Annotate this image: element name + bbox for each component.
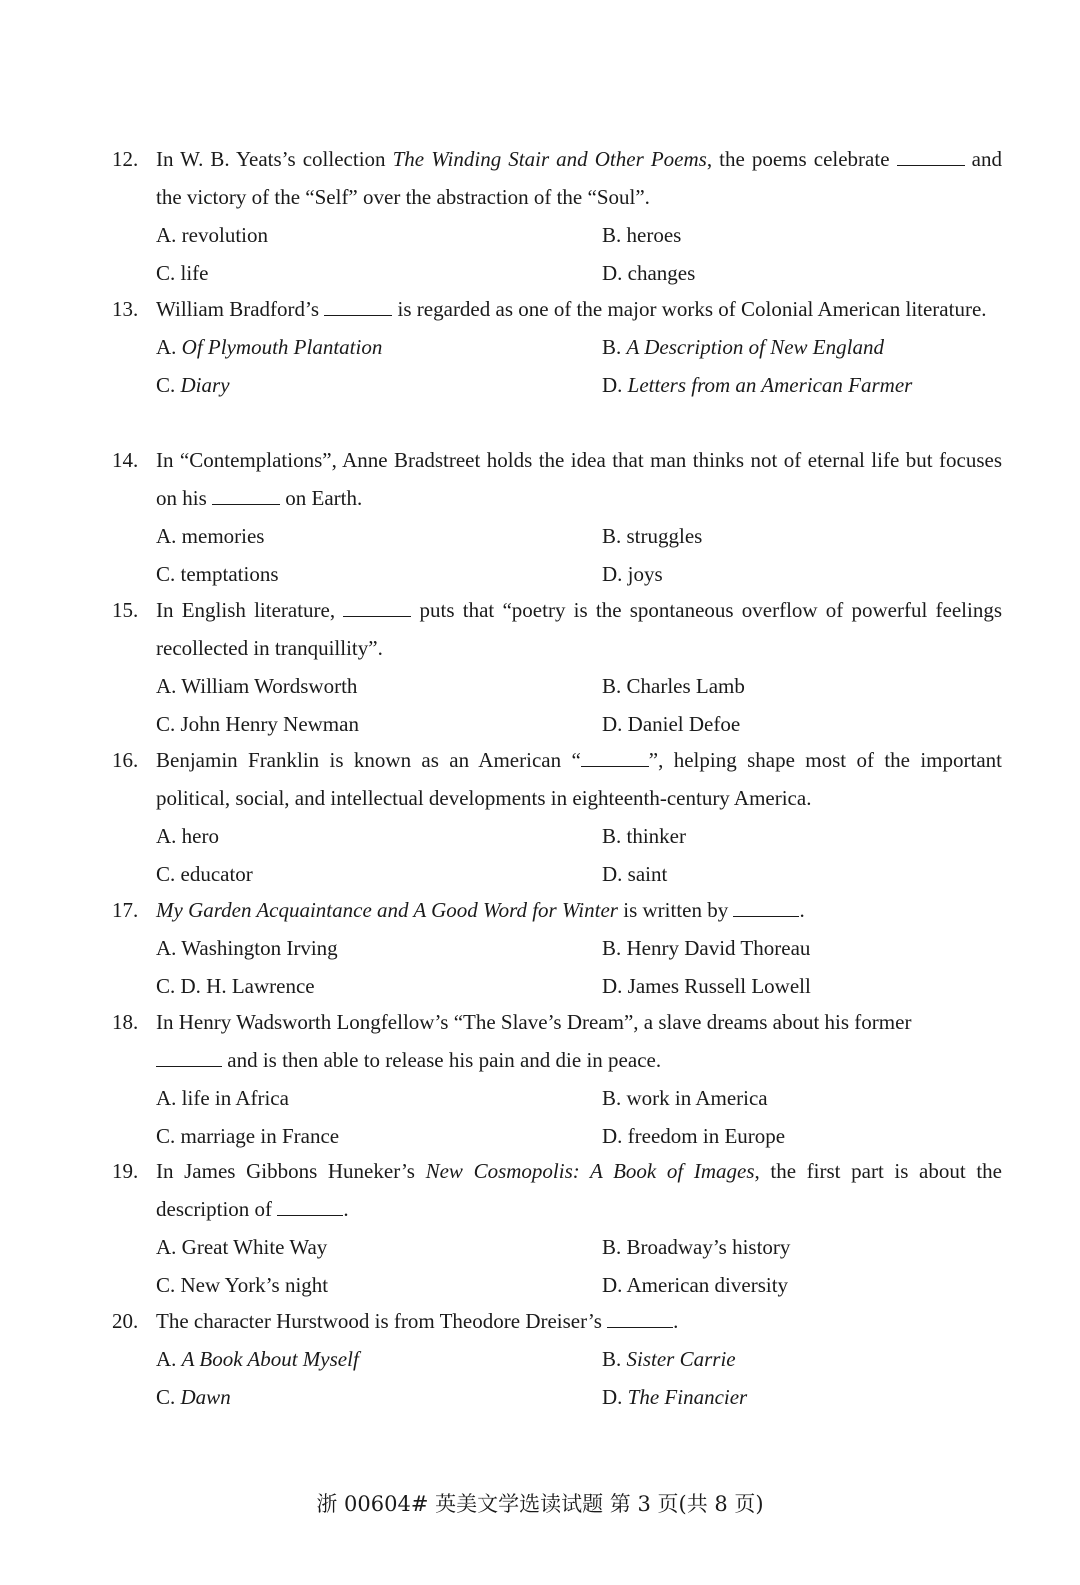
option-title: Letters from an American Farmer [627,373,913,397]
question-stem [112,290,1002,328]
options-grid [112,517,1002,593]
options-grid [112,817,1002,893]
question-18 [112,1003,1002,1155]
options-grid [112,929,1002,1005]
question-13 [112,290,1002,404]
option-c[interactable]: C. John Henry Newman [156,712,359,736]
stem-text: , the first part is about the description of [156,1159,1002,1221]
question-stem [112,1152,1002,1228]
option-letter: B. [602,1347,627,1371]
question-number: 12. [112,147,139,171]
option-a[interactable]: A. life in Africa [156,1086,289,1110]
stem-text: . [343,1197,349,1221]
stem-text: , the poems celebrate [706,147,897,171]
option-d[interactable]: D. saint [602,862,668,886]
work-title: New Cosmopolis: A Book of Images [425,1159,755,1183]
option-d[interactable]: D. joys [602,562,663,586]
stem-text: . [673,1309,679,1333]
stem-text: is written by [617,898,734,922]
stem-text: In W. B. Yeats’s collection [156,147,393,171]
option-a[interactable] [156,328,602,366]
question-number: 17. [112,898,139,922]
option-title: A Book About Myself [181,1347,359,1371]
question-number: 20. [112,1309,139,1333]
option-letter: B. [602,335,627,359]
stem-text: In Henry Wadsworth Longfellow’s “The Slave’s Dream”, a slave dreams about his former [156,1010,912,1034]
question-12 [112,140,1002,292]
stem-text: William Bradford’s [156,297,325,321]
question-stem [112,1302,1002,1340]
option-d[interactable]: D. American diversity [602,1273,789,1297]
option-b[interactable]: B. Broadway’s history [602,1235,791,1259]
answer-blank [212,486,280,505]
question-number: 15. [112,598,139,622]
stem-text: and is then able to release his pain and die in peace. [222,1048,662,1072]
work-title: My Garden Acquaintance and A Good Word for Winter [156,898,618,922]
option-c[interactable]: C. D. H. Lawrence [156,974,315,998]
option-c[interactable]: C. educator [156,862,253,886]
option-d[interactable] [602,1378,1002,1416]
option-b[interactable] [602,328,1002,366]
options-grid [112,667,1002,743]
stem-text: In “Contemplations”, Anne Bradstreet holds the idea that man thinks not of eternal life but focuses on his [156,448,1002,510]
answer-blank [607,1309,673,1328]
option-b[interactable]: B. heroes [602,223,682,247]
options-grid [112,1228,1002,1304]
stem-text: is regarded as one of the major works of Colonial American literature. [392,297,987,321]
option-a[interactable]: A. Great White Way [156,1235,328,1259]
option-letter: C. [156,373,181,397]
question-14 [112,441,1002,593]
option-title: Sister Carrie [626,1347,736,1371]
stem-text: The character Hurstwood is from Theodore Dreiser’s [156,1309,608,1333]
question-stem [112,140,1002,216]
page-footer: 浙 00604# 英美文学选读试题 第 3 页(共 8 页) [316,1492,764,1516]
option-d[interactable]: D. Daniel Defoe [602,712,741,736]
option-letter: A. [156,335,182,359]
option-title: A Description of New England [626,335,884,359]
question-16 [112,741,1002,893]
option-title: Dawn [180,1385,231,1409]
question-stem [112,441,1002,517]
stem-text: and the victory of the “Self” over the abstraction of the “Soul”. [156,147,1003,209]
option-b[interactable]: B. thinker [602,824,686,848]
stem-text: In English literature, [156,598,344,622]
question-17 [112,891,1002,1005]
option-b[interactable]: B. Charles Lamb [602,674,745,698]
option-a[interactable] [156,1340,602,1378]
option-a[interactable]: A. memories [156,524,265,548]
option-c[interactable] [156,366,602,404]
question-stem [112,1003,1002,1041]
answer-blank [277,1197,343,1216]
option-title: Of Plymouth Plantation [181,335,383,359]
answer-blank [324,297,392,316]
work-title: The Winding Stair and Other Poems [392,147,707,171]
option-c[interactable]: C. temptations [156,562,279,586]
option-a[interactable]: A. hero [156,824,219,848]
stem-text: puts that “poetry is the spontaneous overflow of powerful feelings recollected in tranquillity”. [156,598,1002,660]
option-c[interactable]: C. New York’s night [156,1273,329,1297]
option-a[interactable]: A. revolution [156,223,268,247]
answer-blank [733,898,799,917]
question-15 [112,591,1002,743]
option-d[interactable]: D. James Russell Lowell [602,974,811,998]
option-a[interactable]: A. William Wordsworth [156,674,358,698]
option-d[interactable] [602,366,1002,404]
stem-text: on Earth. [280,486,363,510]
option-d[interactable]: D. freedom in Europe [602,1124,786,1148]
option-b[interactable] [602,1340,1002,1378]
question-stem [112,591,1002,667]
options-grid [112,328,1002,404]
option-letter: D. [602,1385,628,1409]
question-number: 19. [112,1159,139,1183]
stem-text: ”, helping shape most of the important political, social, and intellectual developments in eighteenth-century America. [156,748,1002,810]
question-number: 18. [112,1010,139,1034]
answer-blank [581,748,649,767]
option-d[interactable]: D. changes [602,261,696,285]
question-20 [112,1302,1002,1416]
option-title: Diary [180,373,230,397]
option-c[interactable]: C. marriage in France [156,1124,340,1148]
stem-text: . [799,898,805,922]
question-stem [112,741,1002,817]
options-grid [112,216,1002,292]
question-19 [112,1152,1002,1304]
option-letter: D. [602,373,628,397]
option-b[interactable]: B. work in America [602,1086,768,1110]
option-letter: A. [156,1347,182,1371]
option-a[interactable]: A. Washington Irving [156,936,338,960]
stem-text: Benjamin Franklin is known as an American “ [156,748,581,772]
option-b[interactable]: B. Henry David Thoreau [602,936,811,960]
answer-blank [156,1048,222,1067]
option-title: The Financier [627,1385,748,1409]
question-number: 14. [112,448,139,472]
question-stem [112,891,1002,929]
question-number: 16. [112,748,139,772]
options-grid [112,1079,1002,1155]
option-c[interactable] [156,1378,602,1416]
option-b[interactable]: B. struggles [602,524,703,548]
option-c[interactable]: C. life [156,261,209,285]
option-letter: C. [156,1385,181,1409]
stem-text: In James Gibbons Huneker’s [156,1159,426,1183]
options-grid [112,1340,1002,1416]
question-number: 13. [112,297,139,321]
answer-blank [343,598,411,617]
answer-blank [897,147,965,166]
